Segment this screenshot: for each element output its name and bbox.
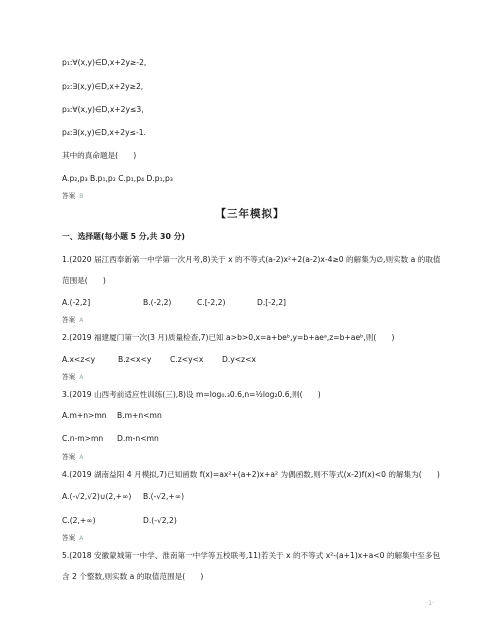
q5-stem-line1: 5.(2018 安徽蒙城第一中学、淮南第一中学等五校联考,11)若关于 x 的不等式 x²-(a+1)x+a<0 的解集中至多包 xyxy=(62,551,441,560)
proposition-p2: p₂:∃(x,y)∈D,x+2y≥2, xyxy=(62,82,144,91)
q4-stem: 4.(2019 湖南益阳 4 月模拟,7)已知函数 f(x)=ax²+(a+2)x+a² 为偶函数,则不等式(x-2)f(x)<0 的解集为( ) xyxy=(62,470,440,479)
q3-option-b: B.m+n<mn xyxy=(117,411,162,420)
q3-option-d: D.m-n<mn xyxy=(117,434,159,443)
answer-label: 答案 xyxy=(62,192,76,200)
answer-label: 答案 xyxy=(62,316,76,324)
q2-option-a: A.x<z<y xyxy=(62,355,96,364)
q2-stem: 2.(2019 福建厦门第一次(3 月)质量检查,7)已知 a>b>0,x=a+beᵇ,y=b+aeᵃ,z=b+aeᵇ,则( ) xyxy=(62,333,395,342)
proposition-p4: p₄:∃(x,y)∈D,x+2y≤-1. xyxy=(62,128,146,137)
proposition-p1: p₁:∀(x,y)∈D,x+2y≥-2, xyxy=(62,58,147,67)
section-heading: 【三年模拟】 xyxy=(215,208,285,220)
q4-option-d: D.(-√2,2) xyxy=(143,516,177,525)
q4-option-b: B.(-√2,+∞) xyxy=(143,492,185,501)
answer-label: 答案 xyxy=(62,453,76,461)
q2-answer xyxy=(62,372,83,383)
q1-stem-line1: 1.(2020 届江西奉新第一中学第一次月考,8)关于 x 的不等式(a-2)x²+2(a-2)x-4≥0 的解集为∅,则实数 a 的取值 xyxy=(62,255,441,264)
q1-option-d: D.[-2,2] xyxy=(257,298,287,307)
q1-answer xyxy=(62,315,83,326)
q1-option-a: A.(-2,2] xyxy=(62,298,91,307)
q4-option-a: A.(-√2,√2)∪(2,+∞) xyxy=(62,492,132,501)
answer-row-intro xyxy=(62,191,83,202)
answer-value: A xyxy=(79,317,84,324)
q3-option-a: A.m+n>mn xyxy=(62,411,107,420)
answer-label: 答案 xyxy=(62,373,76,381)
q2-option-b: B.z<x<y xyxy=(118,355,152,364)
q2-option-d: D.y<z<x xyxy=(222,355,256,364)
q2-option-c: C.z<y<x xyxy=(170,355,204,364)
answer-value: B xyxy=(79,193,84,200)
proposition-p3: p₃:∀(x,y)∈D,x+2y≤3, xyxy=(62,105,144,114)
q3-option-c: C.n-m>mn xyxy=(62,434,104,443)
proposition-question: 其中的真命题是( ) xyxy=(62,151,137,160)
answer-label: 答案 xyxy=(62,534,76,542)
proposition-options: A.p₂,p₃ B.p₁,p₂ C.p₁,p₄ D.p₁,p₃ xyxy=(62,174,173,183)
answer-value: A xyxy=(79,454,84,461)
answer-value: A xyxy=(79,535,84,542)
q4-option-c: C.(2,+∞) xyxy=(62,516,96,525)
q3-answer xyxy=(62,452,83,463)
q1-option-b: B.(-2,2) xyxy=(143,298,172,307)
q5-stem-line2: 含 2 个整数,则实数 a 的取值范围是( ) xyxy=(62,572,204,581)
q3-stem: 3.(2019 山西考前适应性训练(三),8)设 m=log₀.₃0.6,n=½log₂0.6,则( ) xyxy=(62,390,321,399)
q1-option-c: C.[-2,2) xyxy=(197,298,226,307)
page-number: ·1· xyxy=(426,600,434,607)
answer-value: A xyxy=(79,374,84,381)
q4-answer xyxy=(62,533,83,544)
section-title: 一、选择题(每小题 5 分,共 30 分) xyxy=(62,232,185,241)
q1-stem-line2: 范围是( ) xyxy=(62,276,106,285)
